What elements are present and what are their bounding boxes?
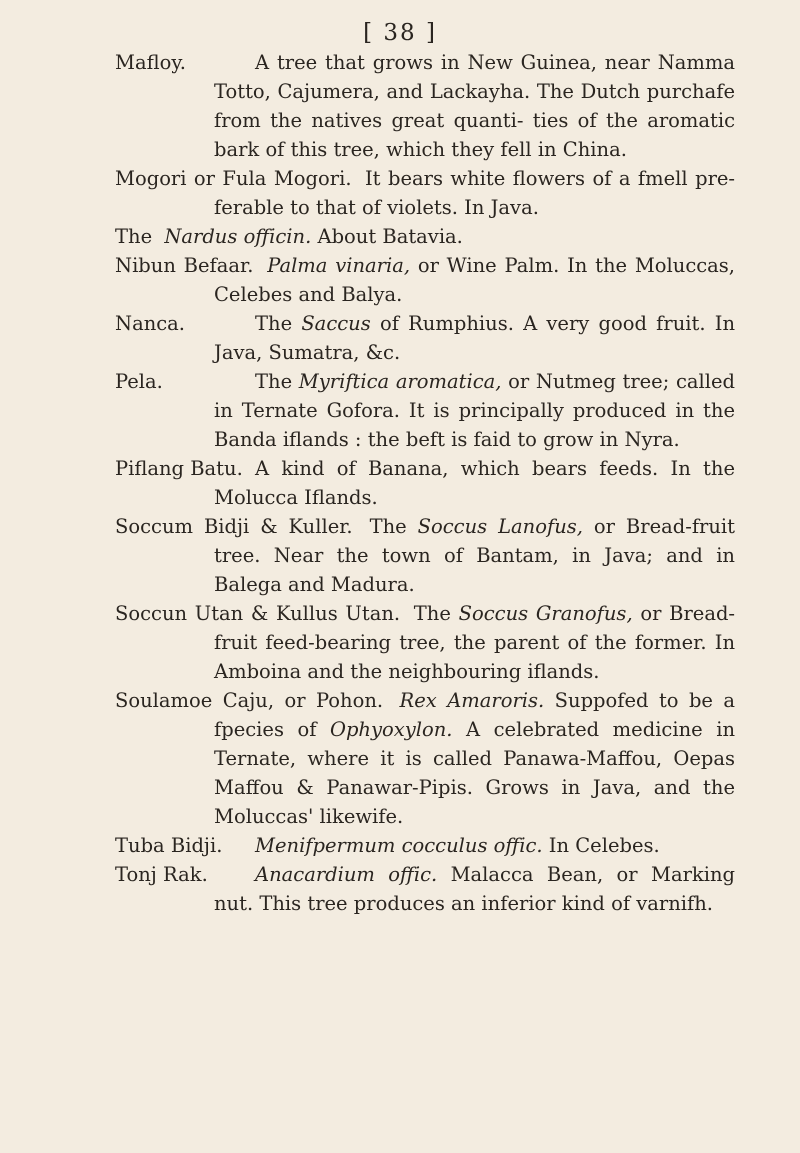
entry-text: It bears white flowers of a fmell pre- ferable to that of violets. In Java. [214, 167, 736, 219]
entry-latin: Saccus [301, 312, 371, 335]
entry-text: Malacca Bean, or Marking nut. This tree produces an inferior kind of varnifh. [214, 863, 735, 915]
entry-text: The [255, 312, 293, 335]
entry-latin: Soccus Lanofus, [417, 515, 583, 538]
entry-head: Tuba Bidji. [115, 834, 223, 857]
entry-latin: Rex Amaroris. [399, 689, 545, 712]
entry-text: or Wine Palm. In the Moluccas, Celebes and Balya. [214, 254, 736, 306]
entry-nibun [115, 251, 735, 309]
entry-tonj-rak [115, 860, 735, 918]
entry-soccum-bidji [115, 512, 735, 599]
entry-latin: Palma vinaria, [267, 254, 411, 277]
entry-piflang [115, 454, 735, 512]
entry-latin: Myriftica aromatica, [298, 370, 502, 393]
entry-text: A celebrated medicine in Ternate, where it is called Panawa-Maffou, Oepas Maffou & Panawar-Pipis. Grows in Java, and the Moluccas' likewife. [214, 718, 735, 828]
entry-text: Suppofed to be a fpecies of [214, 689, 736, 741]
entry-latin: Soccus Granofus, [458, 602, 633, 625]
entry-soccun-utan [115, 599, 735, 686]
page-number: [ 38 ] [363, 20, 437, 46]
entry-latin: Ophyoxylon. [329, 718, 453, 741]
entry-soulamoe [115, 686, 735, 831]
entry-head: Soulamoe Caju, or Pohon. [115, 689, 384, 712]
entry-head: Soccun Utan & Kullus Utan. [115, 602, 401, 625]
entry-text: A tree that grows in New Guinea, near Namma Totto, Cajumera, and Lackayha. The Dutch purchafe from the natives great quanti- ties of the aromatic bark of this tree, which they fell in China. [214, 51, 735, 161]
entry-head: Mafloy. [115, 51, 186, 74]
entry-latin: Anacardium offic. [255, 863, 438, 886]
entry-pela [115, 367, 735, 454]
entry-head: Tonj Rak. [115, 863, 208, 886]
entry-nanca [115, 309, 735, 367]
entry-head: The [115, 225, 153, 248]
entry-text: A kind of Banana, which bears feeds. In the Molucca Iflands. [214, 457, 735, 509]
entry-list [115, 48, 735, 918]
entry-head: Soccum Bidji & Kuller. [115, 515, 353, 538]
entry-text: The [369, 515, 407, 538]
entry-text: or Bread- fruit feed-bearing tree, the parent of the former. In Amboina and the neighbouring iflands. [214, 602, 736, 683]
entry-mogori [115, 164, 735, 222]
entry-head: Mogori or Fula Mogori. [115, 167, 352, 190]
entry-text: In Celebes. [548, 834, 660, 857]
entry-text: or Bread-fruit tree. Near the town of Bantam, in Java; and in Balega and Madura. [214, 515, 735, 596]
entry-tuba-bidji [115, 831, 735, 860]
entry-head: Pela. [115, 370, 163, 393]
entry-text: or Nutmeg tree; called in Ternate Gofora. It is principally produced in the Banda iflands : the beft is faid to grow in Nyra. [214, 370, 736, 451]
entry-latin: Nardus officin. [164, 225, 312, 248]
entry-text: About Batavia. [317, 225, 463, 248]
entry-text: The [255, 370, 293, 393]
entry-head: Nibun Befaar. [115, 254, 254, 277]
entry-head: Nanca. [115, 312, 185, 335]
entry-nardus [115, 222, 735, 251]
entry-text: of Rumphius. A very good fruit. In Java, Sumatra, &c. [214, 312, 735, 364]
entry-mafloy [115, 48, 735, 164]
entry-text: The [413, 602, 451, 625]
entry-head: Piflang Batu. [115, 457, 243, 480]
entry-latin: Menifpermum cocculus offic. [255, 834, 543, 857]
